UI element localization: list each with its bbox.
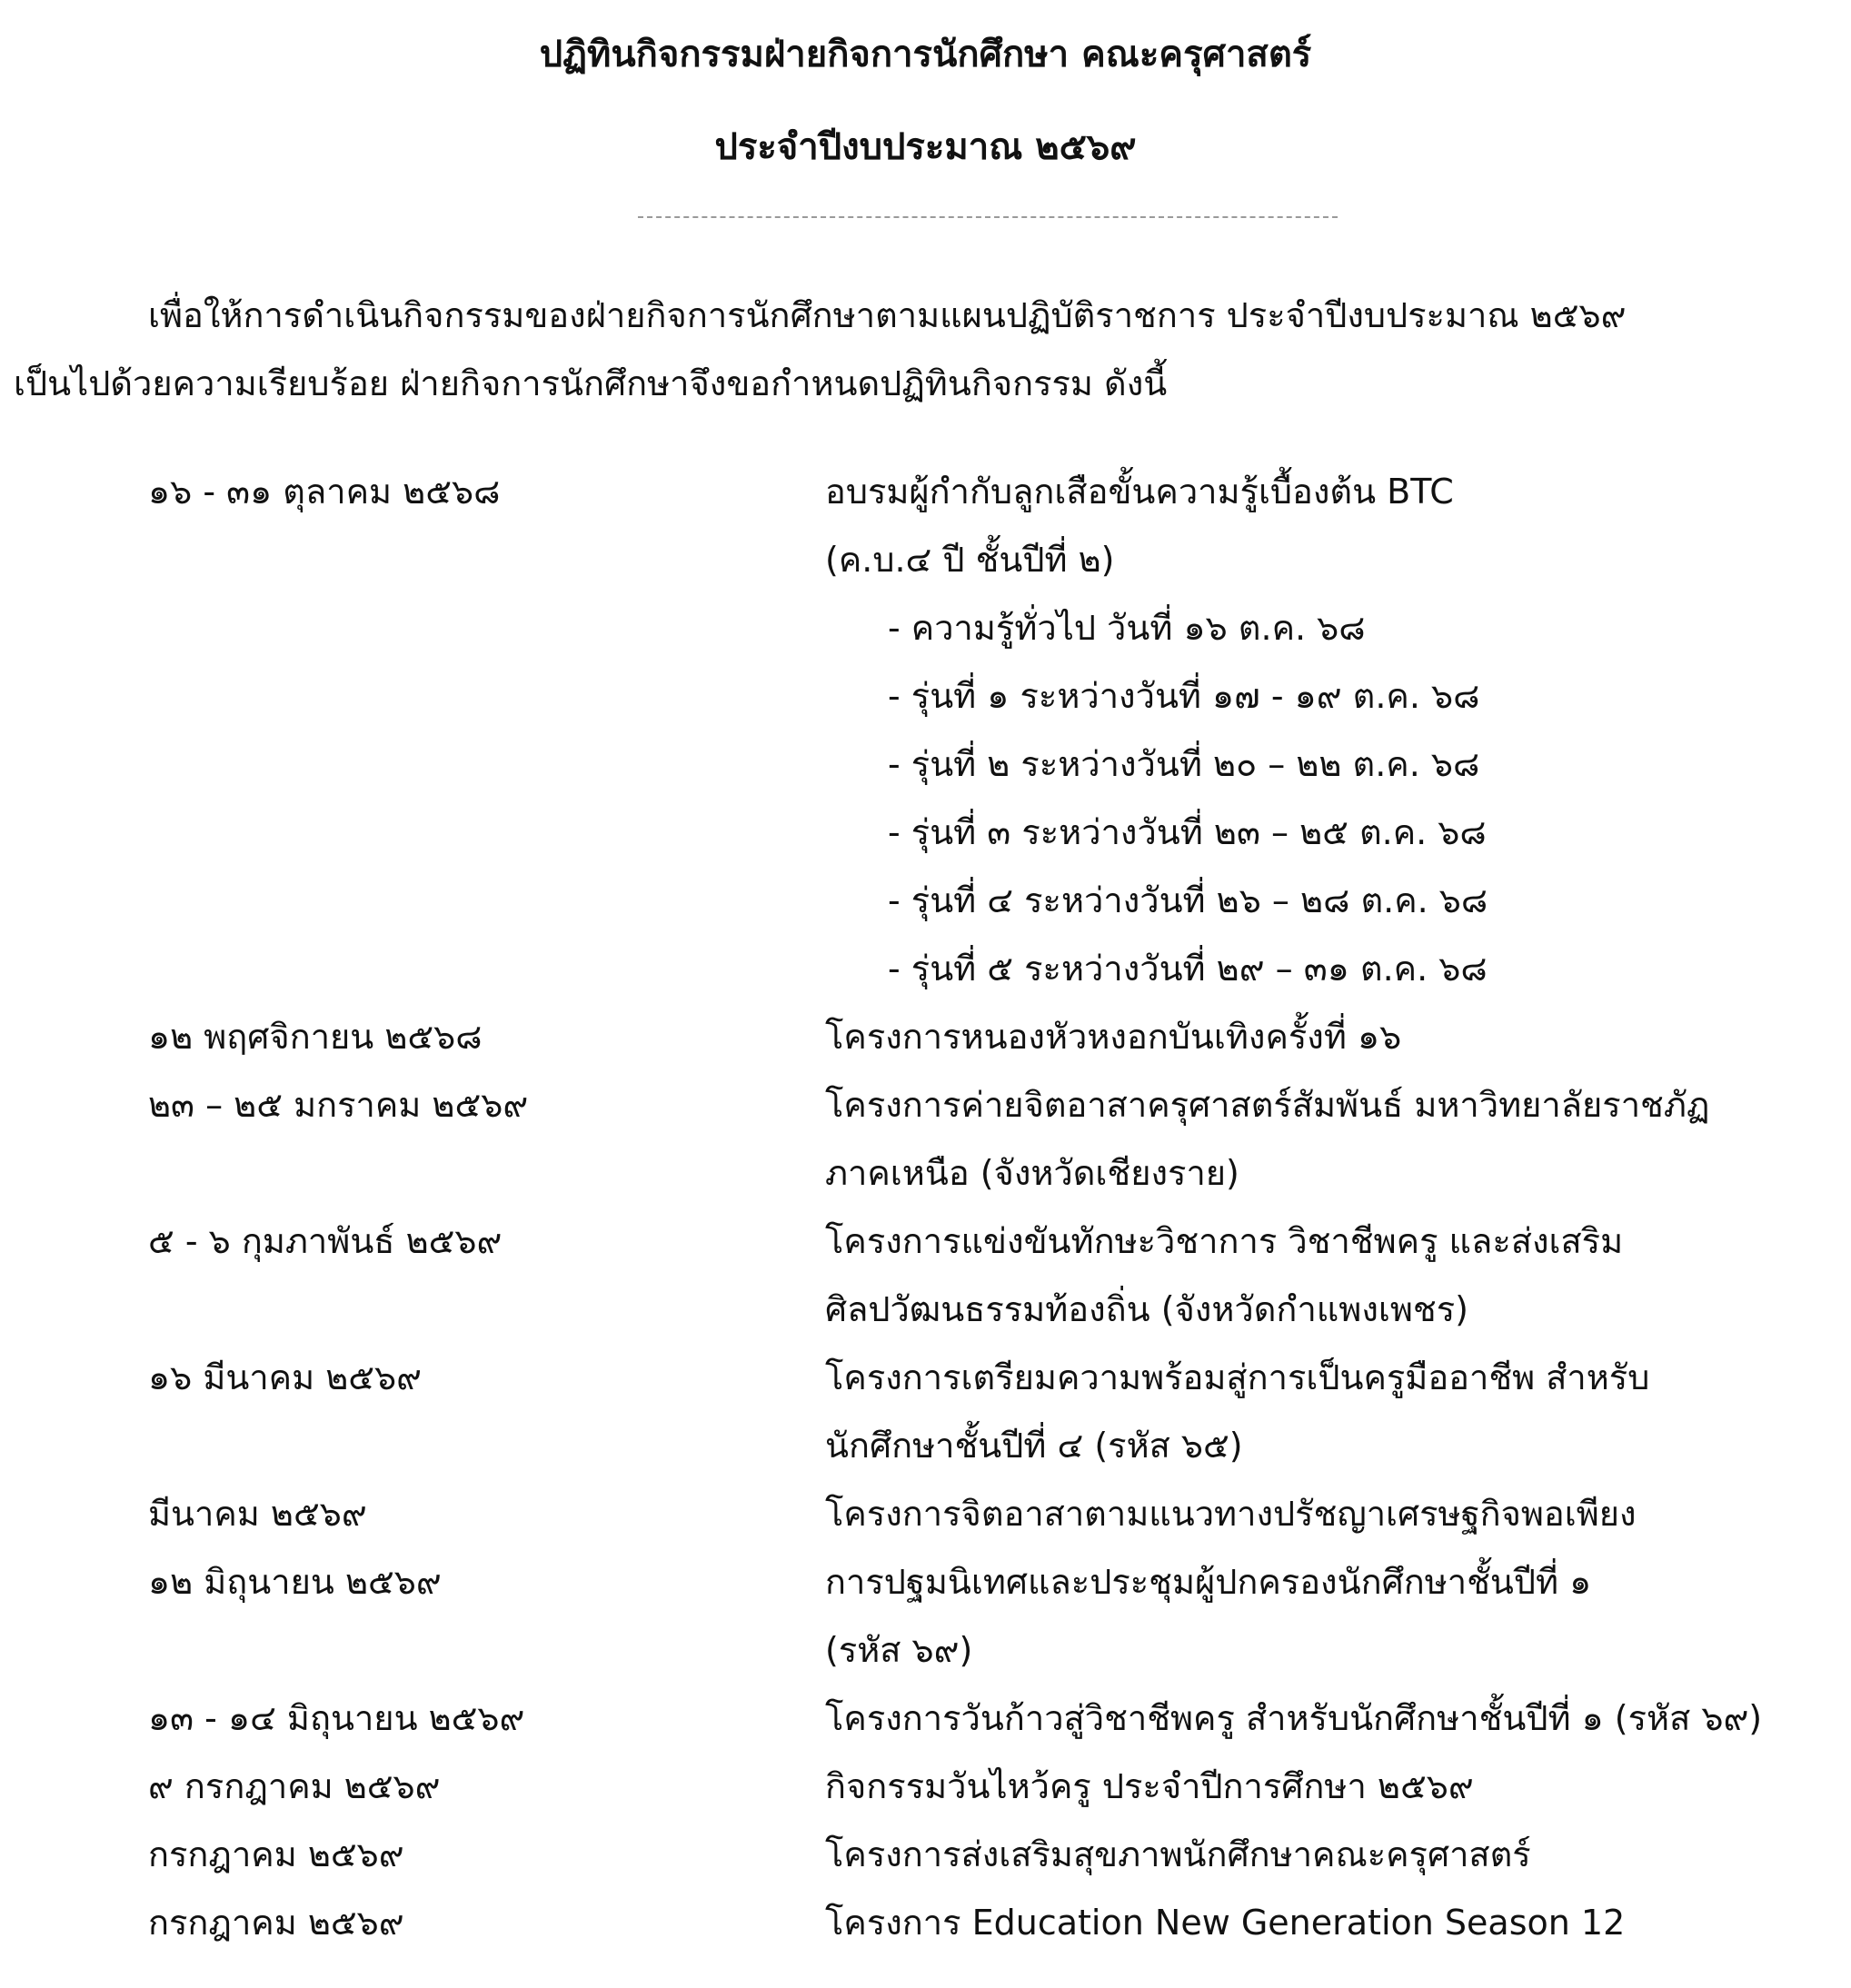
document-title: ปฏิทินกิจกรรมฝ่ายกิจการนักศึกษา คณะครุศาสตร์ (539, 34, 1312, 75)
schedule-activity: กิจกรรมวันไหว้ครู ประจำปีการศึกษา ๒๕๖๙ (825, 1766, 1474, 1806)
intro-paragraph-line-1: เพื่อให้การดำเนินกิจกรรมของฝ่ายกิจการนักศึกษาตามแผนปฏิบัติราชการ ประจำปีงบประมาณ ๒๕๖๙ (148, 295, 1627, 335)
schedule-date: ๑๓ - ๑๔ มิถุนายน ๒๕๖๙ (148, 1698, 525, 1738)
schedule-activity-continued: ภาคเหนือ (จังหวัดเชียงราย) (825, 1153, 1239, 1193)
schedule-activity: โครงการวันก้าวสู่วิชาชีพครู สำหรับนักศึกษาชั้นปีที่ ๑ (รหัส ๖๙) (825, 1698, 1763, 1738)
schedule-date: ๑๖ มีนาคม ๒๕๖๙ (148, 1357, 422, 1397)
schedule-date: ๑๖ - ๓๑ ตุลาคม ๒๕๖๘ (148, 472, 501, 512)
schedule-sub-item: - รุ่นที่ ๔ ระหว่างวันที่ ๒๖ – ๒๘ ต.ค. ๖๘ (888, 880, 1488, 920)
schedule-sub-item: - ความรู้ทั่วไป วันที่ ๑๖ ต.ค. ๖๘ (888, 608, 1366, 648)
schedule-activity-continued: นักศึกษาชั้นปีที่ ๔ (รหัส ๖๕) (825, 1426, 1243, 1466)
schedule-sub-item: - รุ่นที่ ๓ ระหว่างวันที่ ๒๓ – ๒๕ ต.ค. ๖๘ (888, 812, 1487, 852)
schedule-date: กรกฎาคม ๒๕๖๙ (148, 1903, 404, 1943)
schedule-date: กรกฎาคม ๒๕๖๙ (148, 1834, 404, 1874)
schedule-activity-continued: (รหัส ๖๙) (825, 1630, 973, 1670)
schedule-date: ๕ - ๖ กุมภาพันธ์ ๒๕๖๙ (148, 1221, 503, 1261)
schedule-activity: โครงการหนองหัวหงอกบันเทิงครั้งที่ ๑๖ (825, 1017, 1402, 1057)
schedule-sub-item: - รุ่นที่ ๑ ระหว่างวันที่ ๑๗ - ๑๙ ต.ค. ๖๘ (888, 676, 1480, 716)
schedule-activity-continued: ศิลปวัฒนธรรมท้องถิ่น (จังหวัดกำแพงเพชร) (825, 1289, 1468, 1329)
schedule-activity: อบรมผู้กำกับลูกเสือขั้นความรู้เบื้องต้น BTC (825, 472, 1454, 512)
schedule-date: ๑๒ พฤศจิกายน ๒๕๖๘ (148, 1017, 483, 1057)
schedule-date: ๒๓ – ๒๕ มกราคม ๒๕๖๙ (148, 1085, 529, 1125)
schedule-activity: การปฐมนิเทศและประชุมผู้ปกครองนักศึกษาชั้นปีที่ ๑ (825, 1562, 1592, 1602)
schedule-date: ๑๒ มิถุนายน ๒๕๖๙ (148, 1562, 442, 1602)
schedule-date: ๙ กรกฎาคม ๒๕๖๙ (148, 1766, 441, 1806)
intro-paragraph-line-2: เป็นไปด้วยความเรียบร้อย ฝ่ายกิจการนักศึกษาจึงขอกำหนดปฏิทินกิจกรรม ดังนี้ (14, 363, 1168, 403)
schedule-activity: โครงการค่ายจิตอาสาครุศาสตร์สัมพันธ์ มหาวิทยาลัยราชภัฏ (825, 1085, 1710, 1125)
schedule-date: มีนาคม ๒๕๖๙ (148, 1494, 367, 1534)
schedule-activity-continued: (ค.บ.๔ ปี ชั้นปีที่ ๒) (825, 540, 1115, 580)
schedule-activity: โครงการแข่งขันทักษะวิชาการ วิชาชีพครู และส่งเสริม (825, 1221, 1624, 1261)
document-subtitle: ประจำปีงบประมาณ ๒๕๖๙ (714, 126, 1137, 168)
title-divider (638, 216, 1338, 218)
schedule-activity: โครงการจิตอาสาตามแนวทางปรัชญาเศรษฐกิจพอเพียง (825, 1494, 1637, 1534)
schedule-activity: โครงการเตรียมความพร้อมสู่การเป็นครูมืออาชีพ สำหรับ (825, 1357, 1650, 1397)
schedule-activity: โครงการ Education New Generation Season 12 (825, 1903, 1626, 1943)
schedule-sub-item: - รุ่นที่ ๒ ระหว่างวันที่ ๒๐ – ๒๒ ต.ค. ๖๘ (888, 744, 1480, 784)
schedule-activity: โครงการส่งเสริมสุขภาพนักศึกษาคณะครุศาสตร์ (825, 1834, 1531, 1874)
schedule-sub-item: - รุ่นที่ ๕ ระหว่างวันที่ ๒๙ – ๓๑ ต.ค. ๖๘ (888, 949, 1488, 989)
